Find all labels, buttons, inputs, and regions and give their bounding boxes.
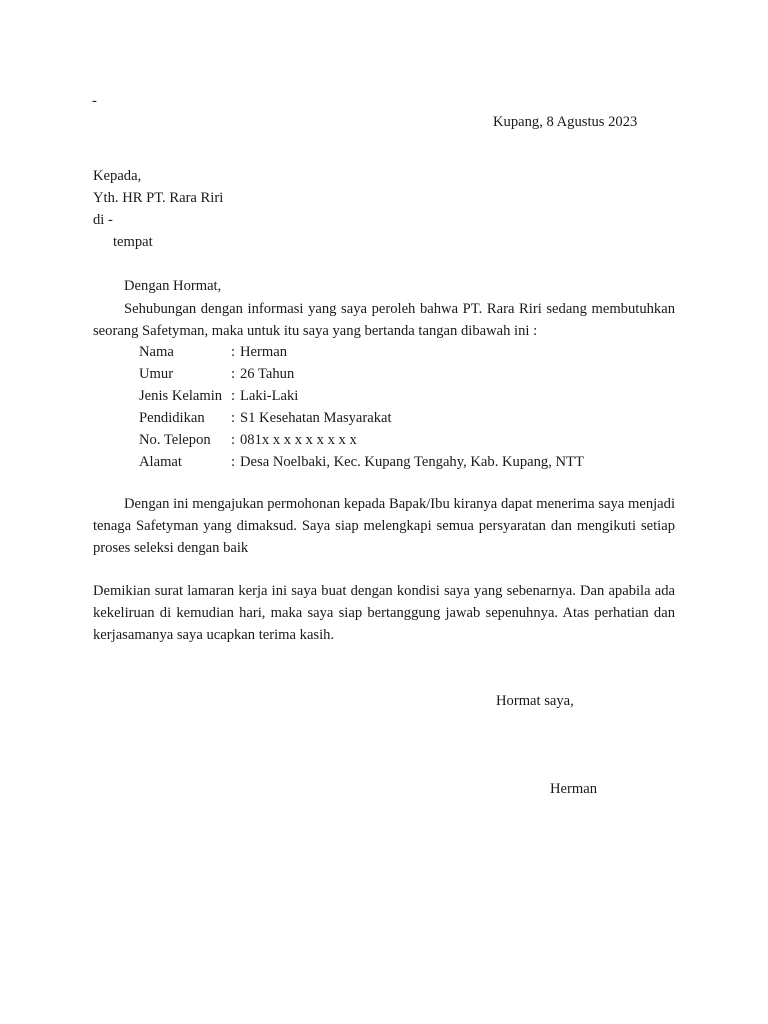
field-label: No. Telepon [139,432,211,448]
applicant-fields [139,341,584,473]
closing-salutation: Hormat saya, [496,693,574,709]
recipient-line-1: Kepada, [93,168,142,184]
field-value: Laki-Laki [240,388,299,404]
field-label: Pendidikan [139,410,205,426]
field-row-gender [139,385,584,407]
signature-name: Herman [550,781,598,797]
field-row-address [139,451,584,473]
application-paragraph [93,493,675,559]
intro-text: Sehubungan dengan informasi yang saya peroleh bahwa PT. Rara Riri sedang membutuhkan seorang Safetyman, maka untuk itu saya yang bertanda tangan dibawah ini : [93,301,675,339]
greeting: Dengan Hormat, [124,278,222,294]
intro-paragraph [93,298,675,342]
field-row-name [139,341,584,363]
closing-paragraph [93,580,675,646]
field-row-education [139,407,584,429]
closing-text: Demikian surat lamaran kerja ini saya buat dengan kondisi saya yang sebenarnya. Dan apabila ada kekeliruan di kemudian hari, maka saya siap bertanggung jawab sepenuhnya. Atas perhatian dan kerjasamanya saya ucapkan terima kasih. [93,583,675,643]
field-label: Umur [139,366,174,382]
field-separator: : [231,344,236,360]
letter-date: Kupang, 8 Agustus 2023 [493,114,638,130]
field-label: Nama [139,344,174,360]
recipient-line-3: di - [93,212,113,228]
field-separator: : [231,388,236,404]
field-row-phone [139,429,584,451]
field-label: Jenis Kelamin [139,388,223,404]
dash-mark: - [92,93,97,109]
recipient-line-4: tempat [113,234,153,250]
field-value: S1 Kesehatan Masyarakat [240,410,392,426]
field-separator: : [231,432,236,448]
field-value: 26 Tahun [240,366,295,382]
field-value: Herman [240,344,288,360]
field-row-age [139,363,584,385]
field-value: 081x x x x x x x x x [240,432,357,448]
field-label: Alamat [139,454,182,470]
field-value: Desa Noelbaki, Kec. Kupang Tengahy, Kab. Kupang, NTT [240,454,584,470]
field-separator: : [231,454,236,470]
field-separator: : [231,366,236,382]
field-separator: : [231,410,236,426]
application-text: Dengan ini mengajukan permohonan kepada Bapak/Ibu kiranya dapat menerima saya menjadi tenaga Safetyman yang dimaksud. Saya siap melengkapi semua persyaratan dan mengikuti setiap proses seleksi dengan baik [93,496,675,556]
recipient-line-2: Yth. HR PT. Rara Riri [93,190,224,206]
